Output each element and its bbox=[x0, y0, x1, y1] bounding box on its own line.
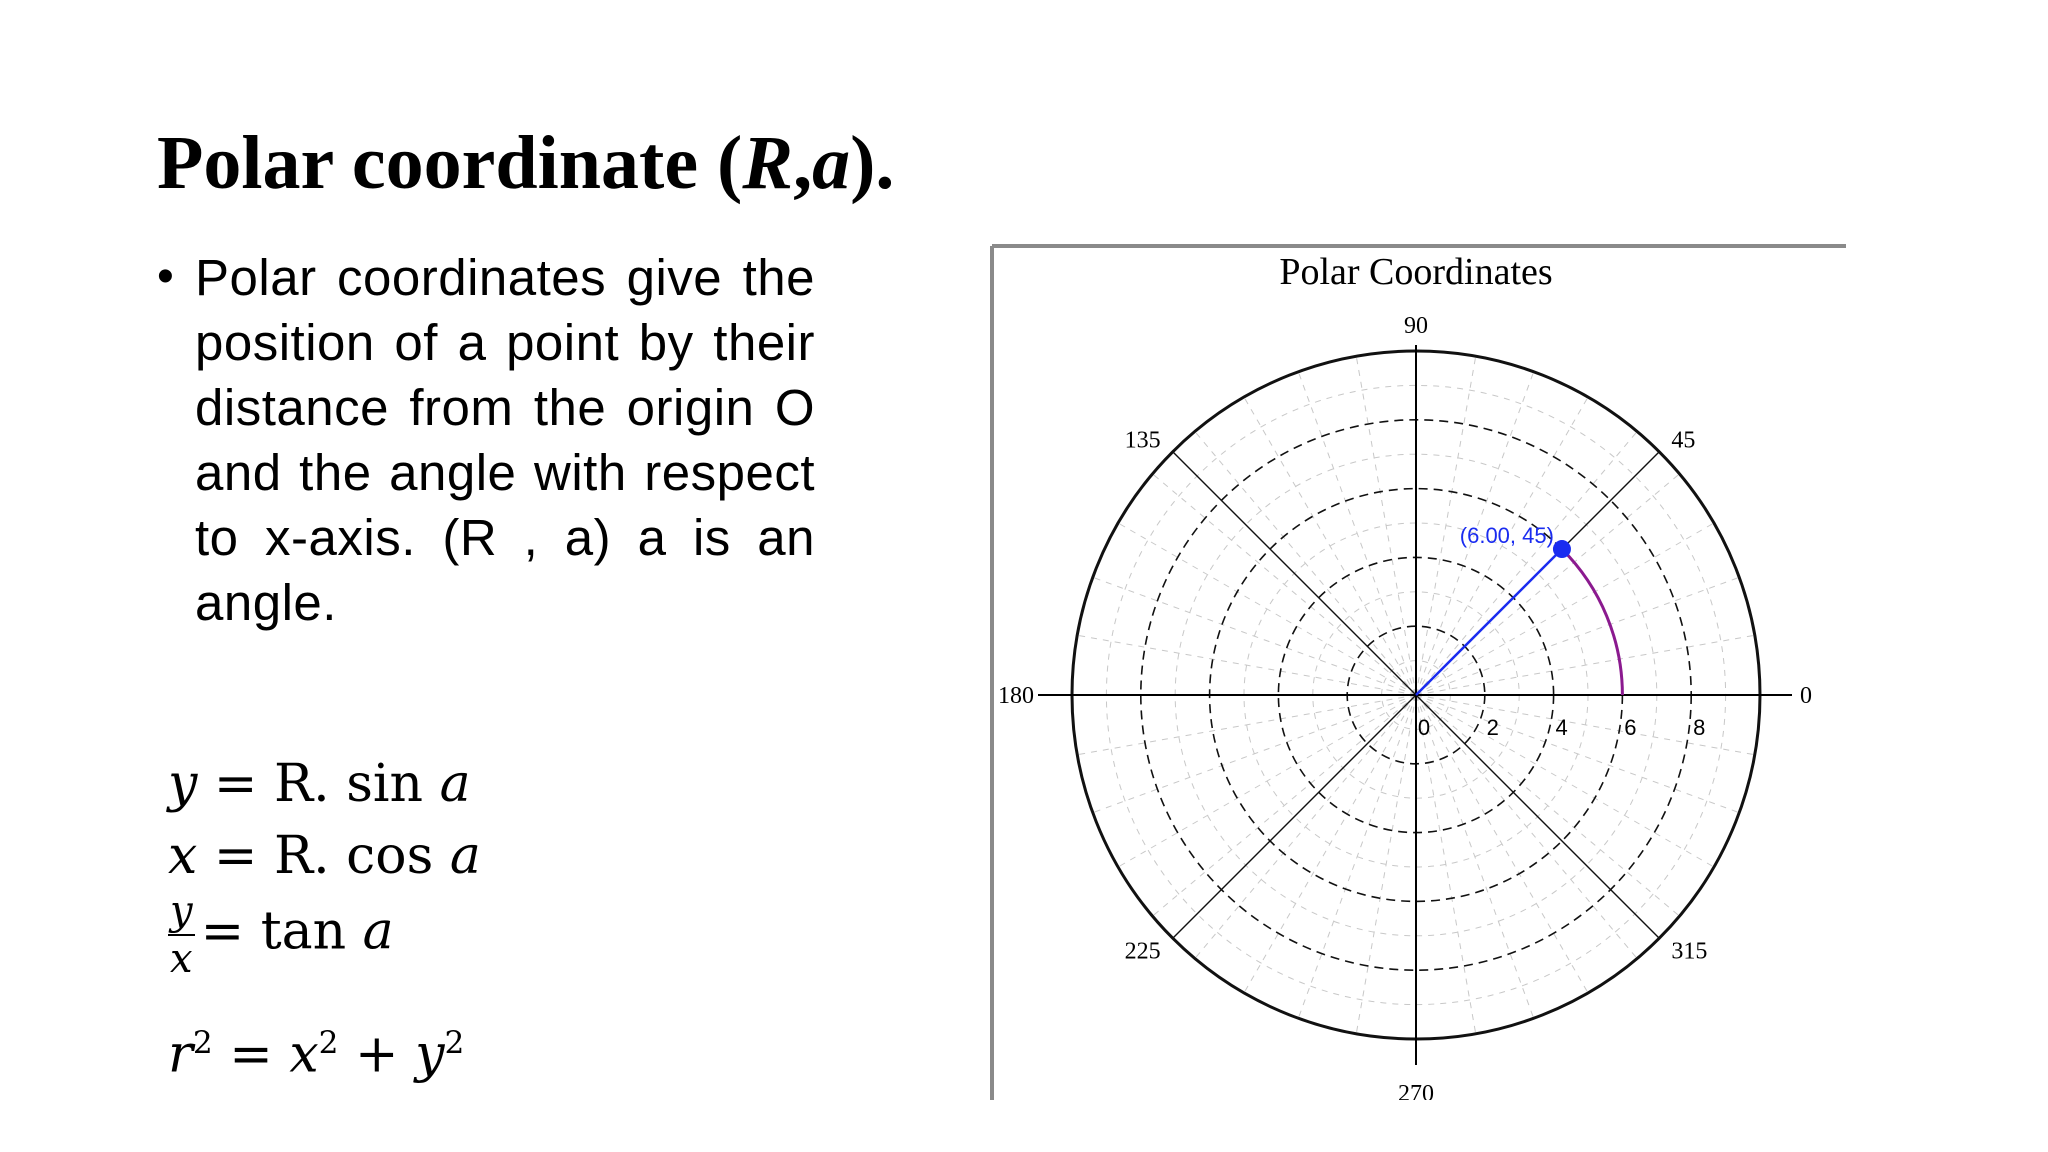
angle-arc bbox=[1562, 549, 1622, 695]
radial-tick-label: 2 bbox=[1486, 715, 1499, 740]
grid-spoke bbox=[1416, 695, 1637, 959]
angle-label-315: 315 bbox=[1671, 938, 1708, 965]
angle-label-225: 225 bbox=[1124, 938, 1161, 965]
equation-tan: $\frac{y}{x}$ = tan a bbox=[170, 888, 394, 982]
radial-tick-label: 4 bbox=[1555, 715, 1568, 740]
fraction-y-over-x: $\frac{y}{x}$ bbox=[170, 888, 193, 982]
radial-tick-label: 6 bbox=[1624, 715, 1637, 740]
grid-spoke bbox=[1195, 695, 1416, 959]
equation-y: y = R. sin a bbox=[168, 754, 471, 814]
radial-tick-label: 0 bbox=[1417, 715, 1431, 740]
radial-tick-label: 8 bbox=[1693, 715, 1706, 740]
angle-label-90: 90 bbox=[1404, 313, 1428, 339]
data-point-label: (6.00, 45) bbox=[1459, 523, 1554, 549]
bullet-text: Polar coordinates give the position of a point by their distance from the origin O and the angle with respect to x-axis. (R , a) a is an angle. bbox=[195, 249, 815, 631]
polar-chart-svg bbox=[990, 244, 1846, 1100]
grid-spoke bbox=[1118, 695, 1416, 867]
grid-spoke bbox=[1118, 523, 1416, 695]
equation-r-squared: $r^2 = x^2 + y^2$ bbox=[168, 1024, 465, 1085]
angle-label-0: 0 bbox=[1800, 683, 1812, 709]
angle-label-180: 180 bbox=[998, 683, 1034, 709]
data-point bbox=[1553, 540, 1571, 558]
angle-label-45: 45 bbox=[1671, 427, 1696, 454]
angle-label-270: 270 bbox=[1398, 1081, 1434, 1100]
grid-spoke bbox=[1416, 431, 1637, 695]
polar-chart bbox=[990, 244, 1846, 1100]
bullet-dot: • bbox=[157, 250, 174, 303]
chart-title: Polar Coordinates bbox=[1279, 251, 1553, 293]
grid-spoke bbox=[1416, 695, 1534, 1018]
grid-spoke bbox=[1195, 431, 1416, 695]
grid-spoke bbox=[1298, 695, 1416, 1018]
equation-x: x = R. cos a bbox=[168, 826, 481, 886]
slide-title: Polar coordinate (R,a). bbox=[157, 121, 895, 205]
bullet-point bbox=[157, 245, 815, 635]
angle-label-135: 135 bbox=[1124, 427, 1161, 454]
